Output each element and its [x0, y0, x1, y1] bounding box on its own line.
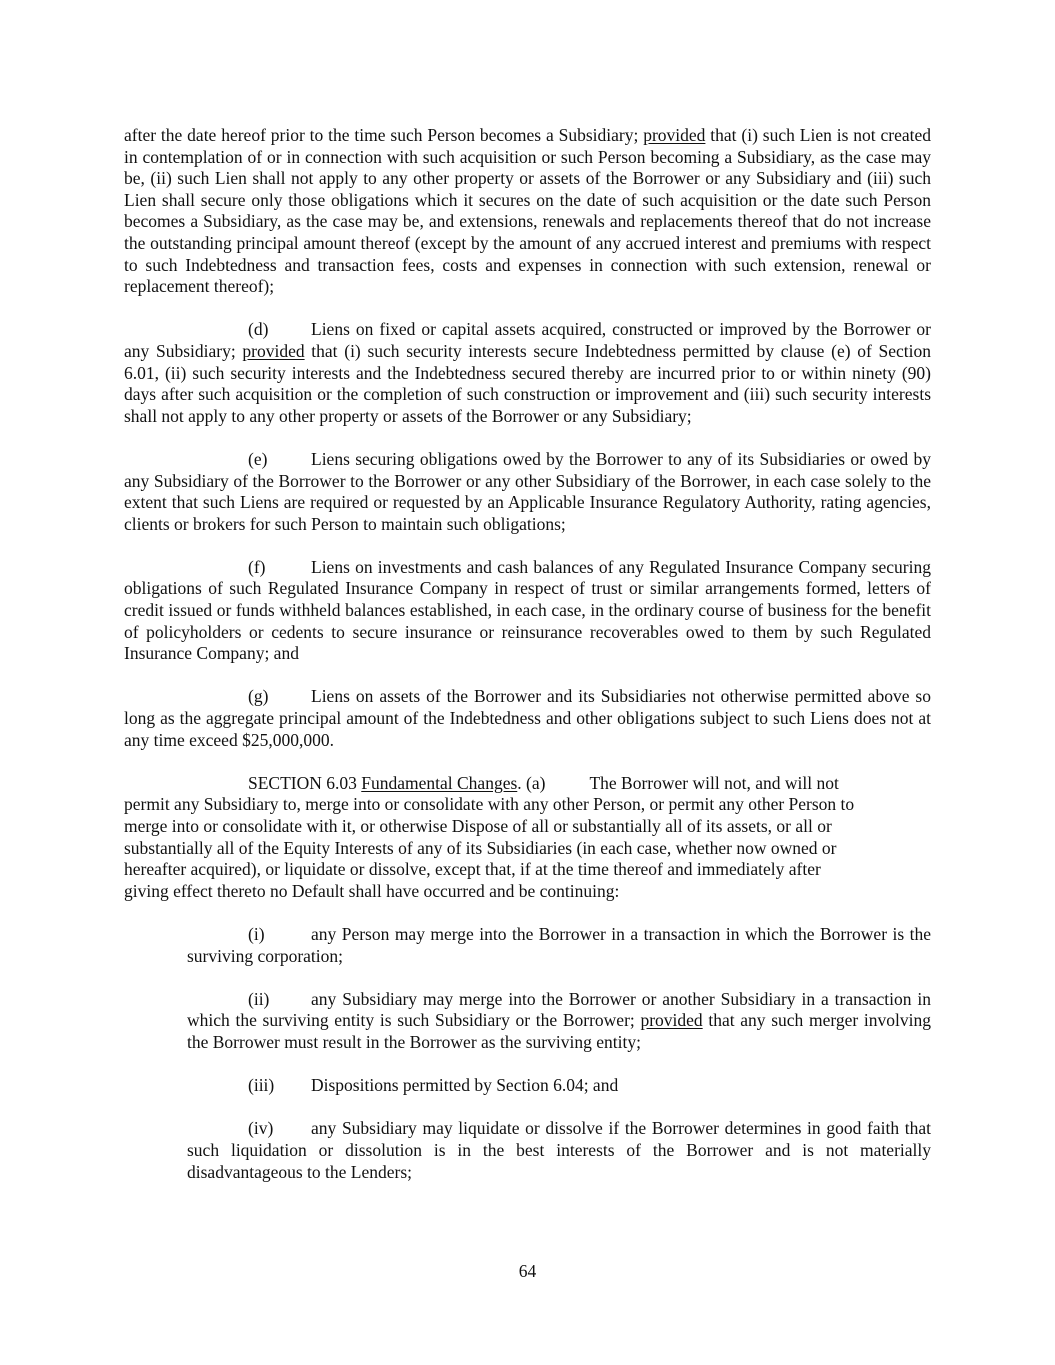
section-6-03-title: Fundamental Changes	[361, 772, 518, 793]
item-i: (i) any Person may merge into the Borrower in a transaction in which the Borrower is the surviving corporation;	[187, 923, 931, 966]
clause-g: (g) Liens on assets of the Borrower and its Subsidiaries not otherwise permitted above so long as the aggregate principal amount of the Indebtedness and other obligations subject to such Liens does not at any time exceed $25,000,000.	[124, 686, 931, 750]
section-6-03-line: merge into or consolidate with it, or otherwise Dispose of all or substantially all of its assets, or all or	[124, 816, 832, 836]
item-iii-label: (iii)	[248, 1075, 275, 1096]
item-ii: (ii) any Subsidiary may merge into the Borrower or another Subsidiary in a transaction in which the surviving entity is such Subsidiary or the Borrower; provided that any such merger involving the Borrower must result in the Borrower as the surviving entity;	[187, 988, 931, 1052]
clause-d: (d) Liens on fixed or capital assets acquired, constructed or improved by the Borrower or any Subsidiary; provided that (i) such security interests secure Indebtedness permitted by clause (e) of Section 6.01, (ii) such security interests and the Indebtedness secured thereby are incurred prior to or within ninety (90) days after such acquisition or the completion of such construction or improvement and (iii) such security interests shall not apply to any other property or assets of the Borrower or any Subsidiary;	[124, 319, 931, 426]
page-number: 64	[518, 1261, 537, 1281]
item-ii-label: (ii)	[248, 988, 270, 1009]
paragraph-intro: after the date hereof prior to the time such Person becomes a Subsidiary; provided that (i) such Lien is not created in contemplation of or in connection with such acquisition or such Person becoming a Subsidiary, as the case may be, (ii) such Lien shall not apply to any other property or assets of the Borrower or any Subsidiary and (iii) such Lien shall secure only those obligations which it secures on the date of such acquisition or the date such Person becomes a Subsidiary, as the case may be, and extensions, renewals and replacements thereof that do not increase the outstanding principal amount thereof (except by the amount of any accrued interest and premiums with respect to such Indebtedness and transaction fees, costs and expenses in connection with such extension, renewal or replacement thereof);	[124, 125, 932, 297]
clause-f-label: (f)	[248, 556, 266, 577]
clause-e-label: (e)	[248, 448, 268, 469]
item-iii: (iii) Dispositions permitted by Section 6.04; and	[248, 1075, 619, 1096]
document-page	[124, 125, 931, 1183]
clause-g-label: (g)	[248, 686, 269, 707]
item-iv-label: (iv)	[248, 1118, 274, 1139]
clause-d-label: (d)	[248, 319, 269, 340]
section-6-03-line: substantially all of the Equity Interests of any of its Subsidiaries (in each case, whether now owned or	[124, 837, 837, 858]
item-i-label: (i)	[248, 923, 265, 944]
section-6-03	[124, 773, 931, 903]
section-6-03-line: giving effect thereto no Default shall have occurred and be continuing:	[124, 880, 620, 901]
section-6-03-line: hereafter acquired), or liquidate or dissolve, except that, if at the time thereof and immediately after	[124, 859, 821, 880]
section-6-03-line: permit any Subsidiary to, merge into or consolidate with any other Person, or permit any other Person to	[124, 794, 855, 815]
section-6-03-heading: SECTION 6.03 Fundamental Changes. (a) The Borrower will not, and will not	[248, 772, 839, 793]
clause-e: (e) Liens securing obligations owed by the Borrower to any of its Subsidiaries or owed by any Subsidiary of the Borrower to the Borrower or any other Subsidiary of the Borrower, in each case solely to the extent that such Liens are required or requested by an Applicable Insurance Regulatory Authority, rating agencies, clients or brokers for such Person to maintain such obligations;	[124, 448, 931, 534]
clause-f: (f) Liens on investments and cash balances of any Regulated Insurance Company securing obligations of such Regulated Insurance Company in respect of trust or similar arrangements formed, letters of credit issued or funds withheld balances established, in each case, in the ordinary course of business for the benefit of policyholders or cedents to secure insurance or reinsurance recoverables owed to them by such Regulated Insurance Company; and	[124, 556, 931, 664]
item-iv: (iv) any Subsidiary may liquidate or dissolve if the Borrower determines in good faith that such liquidation or dissolution is in the best interests of the Borrower and is not materially disadvantageous to the Lenders;	[187, 1118, 931, 1182]
